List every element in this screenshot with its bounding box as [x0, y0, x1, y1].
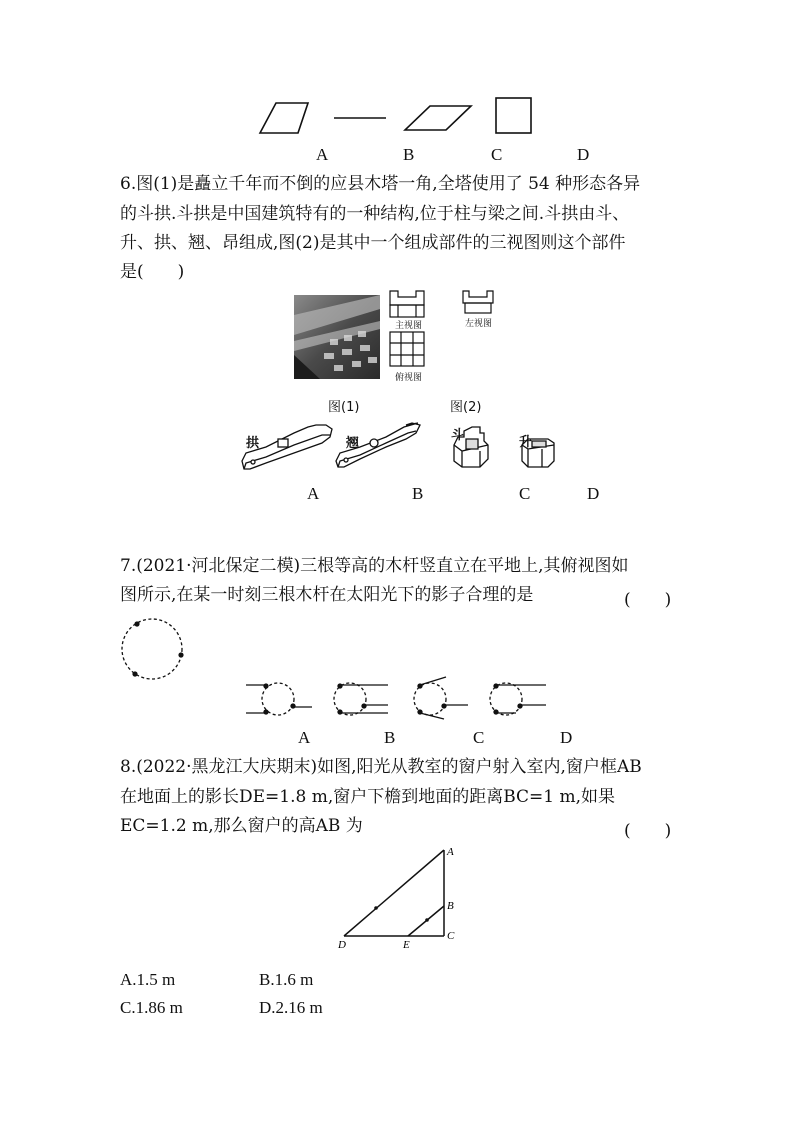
q5-label-d: D [577, 145, 590, 164]
q5-shapes [250, 95, 550, 140]
qiao-label: 翘 [346, 436, 360, 451]
q7-stem-line1: 7.(2021·河北保定二模)三根等高的木杆竖直立在平地上,其俯视图如 [120, 556, 629, 576]
q7-stem-line2: 图所示,在某一时刻三根木杆在太阳光下的影子合理的是 [120, 585, 534, 605]
q6-label-c: C [519, 484, 531, 503]
q7-label-c: C [473, 728, 485, 747]
q7-option-a-figure [246, 683, 312, 715]
q5-label-a: A [316, 145, 329, 164]
q7-answer-paren: ( ) [624, 590, 672, 610]
q8-answer-paren: ( ) [624, 821, 672, 841]
pagoda-bracket-photo [294, 295, 380, 379]
q7-option-d-figure [490, 683, 546, 715]
q6-stem-line4: 是( ) [120, 262, 185, 282]
fig1-caption: 图(1) [328, 400, 360, 415]
bracket-parts-drawing [236, 415, 566, 475]
point-label-e: E [403, 939, 410, 951]
dou-label: 斗 [451, 428, 465, 443]
q7-option-c-figure [414, 677, 468, 719]
q7-label-a: A [298, 728, 311, 747]
top-view-drawing [390, 332, 424, 366]
fig2-caption: 图(2) [450, 400, 482, 415]
q6-label-a: A [307, 484, 320, 503]
q7-label-b: B [384, 728, 396, 747]
square-shape-d [496, 98, 531, 133]
q8-option-d: D.2.16 m [259, 998, 323, 1017]
q6-stem-line1: 6.图(1)是矗立千年而不倒的应县木塔一角,全塔使用了 54 种形态各异 [120, 174, 641, 194]
left-view-caption: 左视图 [465, 319, 493, 329]
left-view-drawing [463, 291, 493, 313]
q7-label-d: D [560, 728, 573, 747]
parallelogram-shape-a [260, 103, 308, 133]
front-view-drawing [390, 291, 424, 317]
q8-stem-line2: 在地面上的影长DE=1.8 m,窗户下檐到地面的距离BC=1 m,如果 [120, 787, 616, 807]
point-label-a: A [447, 846, 454, 858]
q8-option-b: B.1.6 m [259, 970, 314, 989]
q5-label-c: C [491, 145, 503, 164]
q8-stem-line1: 8.(2022·黑龙江大庆期末)如图,阳光从教室的窗户射入室内,窗户框AB [120, 757, 642, 777]
point-label-d: D [338, 939, 346, 951]
top-view-caption: 俯视图 [395, 373, 423, 383]
sheng-label: 升 [519, 435, 533, 450]
point-label-b: B [447, 900, 454, 912]
q7-option-b-figure [334, 683, 388, 715]
front-view-caption: 主视图 [395, 321, 423, 331]
gong-label: 拱 [246, 436, 260, 451]
q7-top-view-circle [115, 612, 190, 687]
q8-option-c: C.1.86 m [120, 998, 183, 1017]
q8-option-a: A.1.5 m [120, 970, 176, 989]
q6-label-b: B [412, 484, 424, 503]
q8-stem-line3: EC=1.2 m,那么窗户的高AB 为 [120, 816, 363, 836]
q7-options-drawing [240, 675, 560, 725]
rhombus-shape-c [405, 106, 471, 130]
point-label-c: C [447, 930, 455, 942]
q5-label-b: B [403, 145, 415, 164]
q8-window-shadow-diagram [330, 840, 470, 952]
q6-stem-line2: 的斗拱.斗拱是中国建筑特有的一种结构,位于柱与梁之间.斗拱由斗、 [120, 204, 630, 224]
q6-label-d: D [587, 484, 600, 503]
q6-stem-line3: 升、拱、翘、昂组成,图(2)是其中一个组成部件的三视图则这个部件 [120, 233, 626, 253]
ray-line-ad [344, 850, 444, 936]
